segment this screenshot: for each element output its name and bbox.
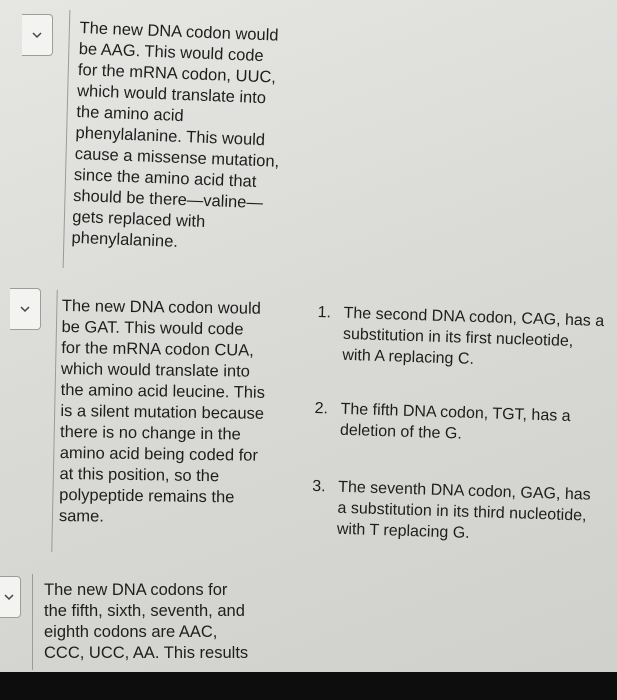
- mutation-item-1: [316, 302, 604, 374]
- mutation-text: The fifth DNA codon, TGT, has a deletion of the G.: [339, 400, 571, 443]
- mutation-number: 1.: [317, 303, 332, 322]
- answer-2-dropdown[interactable]: [10, 288, 41, 330]
- mutation-number: 3.: [311, 477, 326, 496]
- chevron-down-icon: [32, 32, 42, 39]
- chevron-down-icon: [20, 306, 30, 313]
- mutation-item-2: [314, 398, 571, 448]
- mutation-number: 2.: [314, 399, 329, 418]
- mutation-text: The second DNA codon, CAG, has a substitution in its first nucleotide, with A replacing C.: [342, 304, 605, 368]
- bottom-dark-edge: [0, 672, 617, 700]
- answer-1-text: The new DNA codon would be AAG. This would code for the mRNA codon, UUC, which would translate into the amino acid phenylalanine. This would cause a missense mutation, since the amino acid that should be there—valine— gets replaced with phenylalanine.: [71, 18, 280, 251]
- answer-3-dropdown[interactable]: [0, 576, 21, 618]
- column-divider: [32, 574, 33, 670]
- answer-3-text: The new DNA codons for the fifth, sixth, seventh, and eighth codons are AAC, CCC, UCC, AA. This results: [44, 581, 249, 662]
- chevron-down-icon: [4, 594, 14, 601]
- mutation-text: The seventh DNA codon, GAG, has a substitution in its third nucleotide, with T replacing G.: [336, 478, 591, 542]
- mutation-item-3: [311, 476, 591, 548]
- answer-2-text: The new DNA codon would be GAT. This would code for the mRNA codon CUA, which would translate into the amino acid leucine. This is a silent mutation because there is no change in the amino acid being coded for at this position, so the polypeptide remains the same.: [58, 296, 266, 526]
- answer-1-dropdown[interactable]: [22, 14, 53, 56]
